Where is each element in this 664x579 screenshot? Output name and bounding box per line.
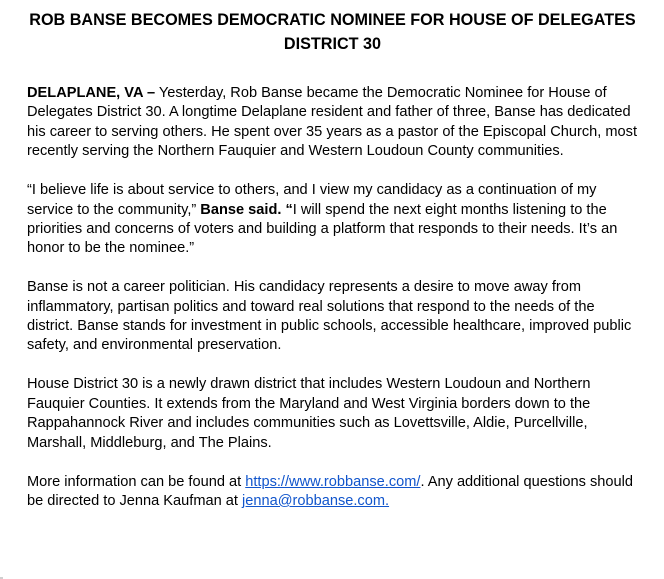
email-link[interactable]: jenna@robbanse.com. [242, 492, 390, 509]
paragraph-platform: Banse is not a career politician. His candidacy represents a desire to move away from inflammatory, partisan politics and toward real solutions that respond to the needs of the district. Banse stands for investment in public schools, accessible healthcare, improved public safety, and environmental preservation. [27, 279, 632, 354]
website-link[interactable]: https://www.robbanse.com/ [245, 473, 421, 490]
paragraph-district: House District 30 is a newly drawn district that includes Western Loudoun and Northern Fauquier Counties. It extends from the Maryland and West Virginia borders down to the Rappahannock River and includes communities such as Lovettsville, Aldie, Purcellville, Marshall, Middleburg, and The Plains. [27, 376, 591, 451]
quote-end: I will spend the next eight months listening to the priorities and concerns of voters and building a platform that responds to their needs. It’s an honor to be the nominee.” [27, 201, 618, 257]
quote-attribution: Banse said. “ [200, 201, 293, 218]
contact-text-before: More information can be found at [27, 473, 246, 490]
paragraph-quote [27, 181, 638, 259]
quote-start: “I believe life is about service to others, and I view my candidacy as a continuation of my service to the community,” [27, 182, 597, 218]
intro-text: Yesterday, Rob Banse became the Democratic Nominee for House of Delegates District 30. A longtime Delaplane resident and father of three, Banse has dedicated his career to serving others. He spent over 35 years as a pastor of the Episcopal Church, most recently serving the Northern Fauquier and Western Loudoun County communities. [27, 85, 637, 160]
contact-text-middle: . Any additional questions should be directed to Jenna Kaufman at [27, 473, 634, 509]
headline: ROB BANSE BECOMES DEMOCRATIC NOMINEE FOR HOUSE OF DELEGATES DISTRICT 30 [29, 11, 636, 53]
dateline: DELAPLANE, VA – [27, 85, 156, 101]
paragraph-contact [27, 473, 638, 512]
paragraph-intro [27, 84, 638, 162]
